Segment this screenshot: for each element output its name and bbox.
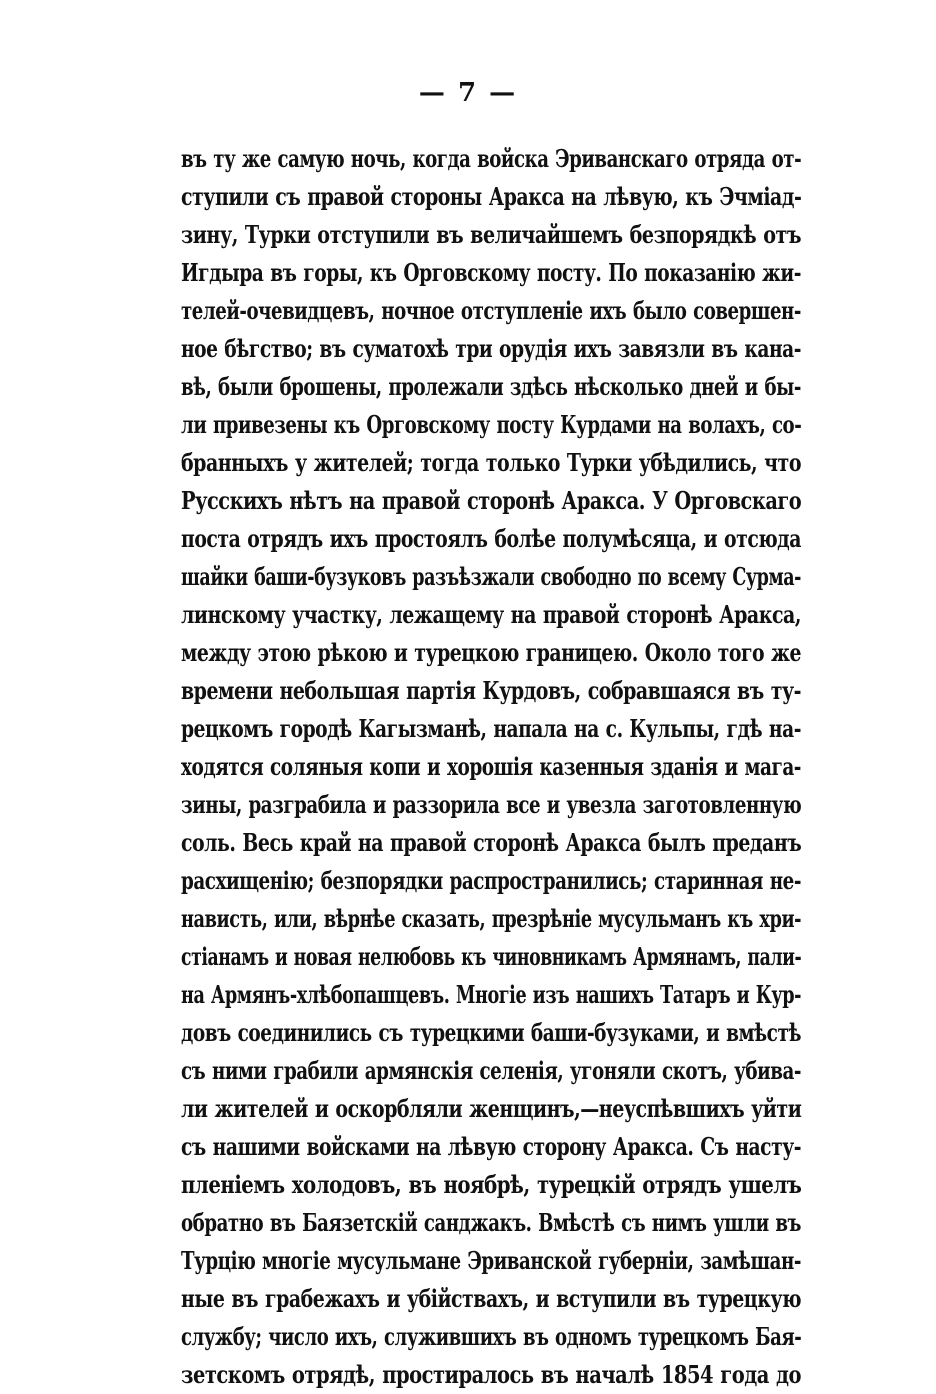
- text-line: службу; число ихъ, служившихъ въ одномъ турецкомъ Бая-: [181, 1322, 802, 1351]
- text-line: зины, разграбила и раззорила все и увезла заготовленную: [181, 790, 802, 819]
- text-line: въ ту же самую ночь, когда войска Эриванскаго отряда от-: [181, 144, 802, 173]
- text-line: поста отрядъ ихъ простоялъ болѣе полумѣсяца, и отсюда: [181, 524, 801, 553]
- text-line: съ нашими войсками на лѣвую сторону Аракса. Съ насту-: [181, 1132, 801, 1161]
- text-line: линскому участку, лежащему на правой сторонѣ Аракса,: [181, 600, 801, 629]
- page-number: — 7 —: [418, 78, 518, 108]
- text-line: довъ соединились съ турецкими баши-бузуками, и вмѣстѣ: [181, 1018, 801, 1047]
- body-text: [181, 140, 801, 1394]
- text-line: ли жителей и оскорбляли женщинъ,—неуспѣвшихъ уйти: [181, 1094, 802, 1123]
- text-line: Турцію многіе мусульмане Эриванской губерніи, замѣшан-: [181, 1246, 801, 1275]
- text-line: телей-очевидцевъ, ночное отступленіе ихъ было совершен-: [181, 296, 801, 325]
- text-line: нависть, или, вѣрнѣе сказать, презрѣніе мусульманъ къ хри-: [181, 904, 802, 933]
- text-line: расхищенію; безпорядки распространились; старинная не-: [181, 866, 802, 895]
- text-line: съ ними грабили армянскія селенія, угоняли скотъ, убива-: [181, 1056, 801, 1085]
- text-line: вѣ, были брошены, пролежали здѣсь нѣсколько дней и бы-: [181, 372, 801, 401]
- text-line: Русскихъ нѣтъ на правой сторонѣ Аракса. У Орговскаго: [181, 486, 802, 515]
- text-line: между этою рѣкою и турецкою границею. Около того же: [181, 638, 802, 667]
- text-line: рецкомъ городѣ Кагызманѣ, напала на с. Кульпы, гдѣ на-: [181, 714, 801, 743]
- text-line: ное бѣгство; въ суматохѣ три орудія ихъ завязли въ кана-: [181, 334, 801, 363]
- text-line: бранныхъ у жителей; тогда только Турки убѣдились, что: [181, 448, 801, 477]
- text-line: ли привезены къ Орговскому посту Курдами на волахъ, со-: [181, 410, 802, 439]
- text-line: ходятся соляныя копи и хорошія казенныя зданія и мага-: [181, 752, 801, 781]
- text-line: Игдыра въ горы, къ Орговскому посту. По показанію жи-: [181, 258, 801, 287]
- text-line: стіанамъ и новая нелюбовь къ чиновникамъ Армянамъ, пали-: [181, 942, 802, 971]
- text-line: шайки баши-бузуковъ разъѣзжали свободно по всему Сурма-: [181, 562, 801, 591]
- text-line: обратно въ Баязетскій санджакъ. Вмѣстѣ съ нимъ ушли въ: [181, 1208, 802, 1237]
- text-line: соль. Весь край на правой сторонѣ Аракса былъ преданъ: [181, 828, 802, 857]
- text-line: зетскомъ отрядѣ, простиралось въ началѣ 1854 года до: [181, 1360, 801, 1389]
- text-line: времени небольшая партія Курдовъ, собравшаяся въ ту-: [181, 676, 801, 705]
- text-line: пленіемъ холодовъ, въ ноябрѣ, турецкій отрядъ ушелъ: [181, 1170, 802, 1199]
- text-line: зину, Турки отступили въ величайшемъ безпорядкѣ отъ: [181, 220, 802, 249]
- text-line: на Армянъ-хлѣбопашцевъ. Многіе изъ нашихъ Татаръ и Кур-: [181, 980, 801, 1009]
- text-line: ные въ грабежахъ и убійствахъ, и вступили въ турецкую: [181, 1284, 801, 1313]
- text-line: ступили съ правой стороны Аракса на лѣвую, къ Эчміад-: [181, 182, 802, 211]
